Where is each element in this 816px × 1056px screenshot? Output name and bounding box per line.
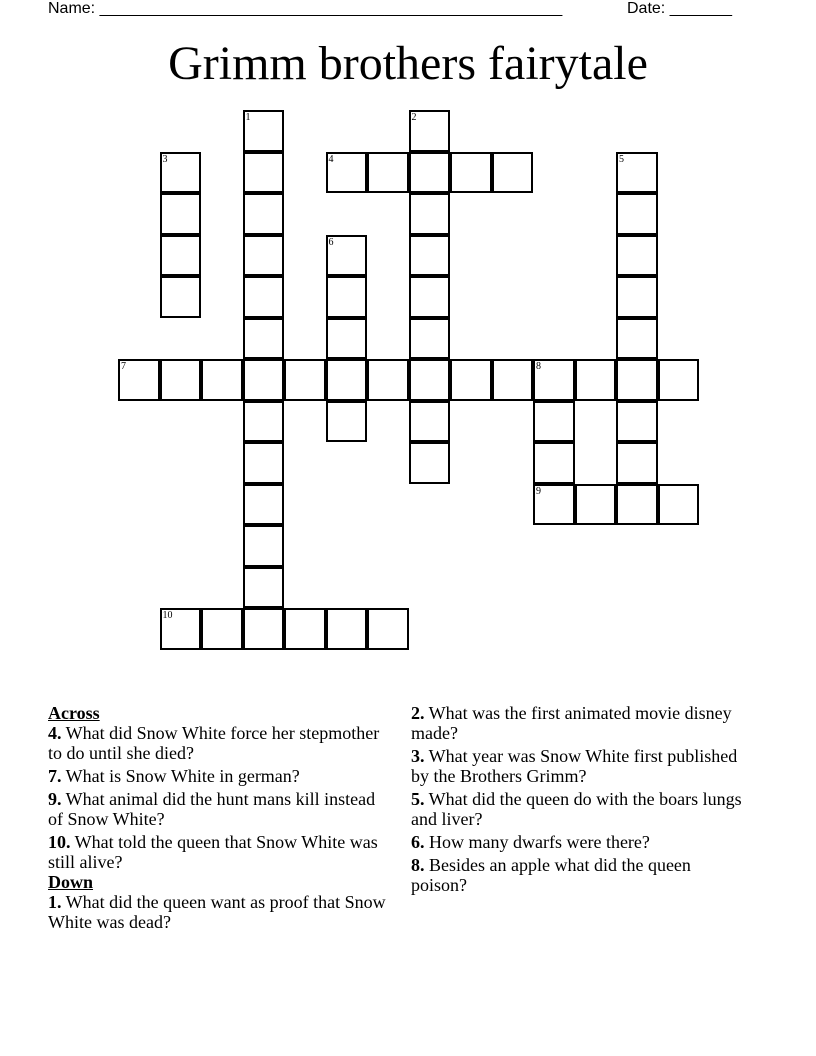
- grid-cell[interactable]: [616, 359, 658, 401]
- grid-cell[interactable]: [409, 152, 451, 194]
- grid-cell[interactable]: [326, 401, 368, 443]
- grid-cell[interactable]: [160, 152, 202, 194]
- grid-cell[interactable]: [243, 110, 285, 152]
- grid-cell[interactable]: [118, 359, 160, 401]
- clue-across-10: [48, 832, 388, 872]
- grid-cell[interactable]: [409, 235, 451, 277]
- down-heading: Down: [48, 872, 94, 892]
- grid-cell[interactable]: [326, 608, 368, 650]
- grid-cell[interactable]: [367, 152, 409, 194]
- clue-text: What is Snow White in german?: [61, 766, 300, 786]
- clue-number-label: 6: [328, 236, 334, 248]
- grid-cell[interactable]: [533, 484, 575, 526]
- grid-cell[interactable]: [575, 359, 617, 401]
- clue-down-8: [411, 855, 751, 895]
- grid-cell[interactable]: [284, 608, 326, 650]
- grid-cell[interactable]: [409, 442, 451, 484]
- grid-cell[interactable]: [160, 276, 202, 318]
- clues-column-left: [48, 703, 388, 935]
- grid-cell[interactable]: [243, 318, 285, 360]
- grid-cell[interactable]: [326, 276, 368, 318]
- grid-cell[interactable]: [326, 235, 368, 277]
- clue-down-3: [411, 746, 751, 786]
- grid-cell[interactable]: [160, 608, 202, 650]
- clue-text: How many dwarfs were there?: [424, 832, 650, 852]
- clues-column-right: [411, 703, 751, 898]
- grid-cell[interactable]: [326, 152, 368, 194]
- clue-down-2: [411, 703, 751, 743]
- clue-down-6: [411, 832, 751, 852]
- grid-cell[interactable]: [616, 318, 658, 360]
- clue-number: 5.: [411, 789, 425, 809]
- grid-cell[interactable]: [533, 359, 575, 401]
- grid-cell[interactable]: [533, 401, 575, 443]
- grid-cell[interactable]: [284, 359, 326, 401]
- clue-number: 3.: [411, 746, 425, 766]
- grid-cell[interactable]: [409, 193, 451, 235]
- clue-text: What told the queen that Snow White was still alive?: [48, 832, 378, 872]
- grid-cell[interactable]: [160, 359, 202, 401]
- grid-cell[interactable]: [409, 359, 451, 401]
- grid-cell[interactable]: [326, 359, 368, 401]
- grid-cell[interactable]: [533, 442, 575, 484]
- clue-number: 7.: [48, 766, 62, 786]
- grid-cell[interactable]: [326, 318, 368, 360]
- grid-cell[interactable]: [450, 152, 492, 194]
- page-title: Grimm brothers fairytale: [168, 37, 648, 90]
- clue-number-label: 4: [328, 153, 334, 165]
- clue-number: 1.: [48, 892, 62, 912]
- clue-number-label: 7: [121, 361, 126, 372]
- grid-cell[interactable]: [243, 525, 285, 567]
- grid-cell[interactable]: [616, 401, 658, 443]
- grid-cell[interactable]: [243, 193, 285, 235]
- grid-cell[interactable]: [201, 608, 243, 650]
- clue-text: What year was Snow White first published by the Brothers Grimm?: [411, 746, 738, 786]
- grid-cell[interactable]: [450, 359, 492, 401]
- grid-cell[interactable]: [243, 359, 285, 401]
- clue-number-label: 9: [536, 485, 541, 497]
- grid-cell[interactable]: [409, 276, 451, 318]
- clue-number: 2.: [411, 703, 425, 723]
- clue-text: What did the queen do with the boars lungs and liver?: [411, 789, 742, 829]
- grid-cell[interactable]: [243, 152, 285, 194]
- clue-number-label: 3: [162, 153, 168, 165]
- grid-cell[interactable]: [409, 401, 451, 443]
- grid-cell[interactable]: [201, 359, 243, 401]
- grid-cell[interactable]: [616, 484, 658, 526]
- grid-cell[interactable]: [243, 442, 285, 484]
- clue-text: What was the first animated movie disney made?: [411, 703, 732, 743]
- grid-cell[interactable]: [658, 359, 700, 401]
- clue-across-7: [48, 766, 388, 786]
- across-heading: Across: [48, 703, 100, 723]
- grid-cell[interactable]: [243, 608, 285, 650]
- grid-cell[interactable]: [367, 608, 409, 650]
- clue-number: 4.: [48, 723, 62, 743]
- clue-number-label: 1: [245, 112, 251, 123]
- grid-cell[interactable]: [160, 193, 202, 235]
- grid-cell[interactable]: [575, 484, 617, 526]
- clue-across-9: [48, 789, 388, 829]
- grid-cell[interactable]: [160, 235, 202, 277]
- grid-cell[interactable]: [492, 359, 534, 401]
- clue-number: 6.: [411, 832, 425, 852]
- grid-cell[interactable]: [658, 484, 700, 526]
- clue-down-5: [411, 789, 751, 829]
- grid-cell[interactable]: [616, 235, 658, 277]
- clue-text: What did the queen want as proof that Snow White was dead?: [48, 892, 386, 932]
- clue-down-1: [48, 892, 388, 932]
- grid-cell[interactable]: [616, 152, 658, 194]
- clue-number: 9.: [48, 789, 62, 809]
- clue-number-label: 8: [536, 361, 541, 372]
- grid-cell[interactable]: [243, 276, 285, 318]
- grid-cell[interactable]: [409, 110, 451, 152]
- grid-cell[interactable]: [409, 318, 451, 360]
- grid-cell[interactable]: [616, 193, 658, 235]
- grid-cell[interactable]: [367, 359, 409, 401]
- clue-number: 8.: [411, 855, 425, 875]
- name-field[interactable]: Name: ____________________________________________________: [48, 0, 563, 17]
- clue-text: What animal did the hunt mans kill instead of Snow White?: [48, 789, 376, 829]
- grid-cell[interactable]: [243, 567, 285, 609]
- clue-number-label: 10: [162, 610, 173, 621]
- grid-cell[interactable]: [616, 276, 658, 318]
- clue-number: 10.: [48, 832, 71, 852]
- clue-number-label: 5: [619, 153, 624, 165]
- clue-text: Besides an apple what did the queen poison?: [411, 855, 691, 895]
- grid-cell[interactable]: [243, 401, 285, 443]
- clue-number-label: 2: [411, 112, 417, 123]
- grid-cell[interactable]: [616, 442, 658, 484]
- grid-cell[interactable]: [492, 152, 534, 194]
- grid-cell[interactable]: [243, 235, 285, 277]
- clue-across-4: [48, 723, 388, 763]
- grid-cell[interactable]: [243, 484, 285, 526]
- clue-text: What did Snow White force her stepmother to do until she died?: [48, 723, 380, 763]
- date-field[interactable]: Date: _______: [627, 0, 732, 17]
